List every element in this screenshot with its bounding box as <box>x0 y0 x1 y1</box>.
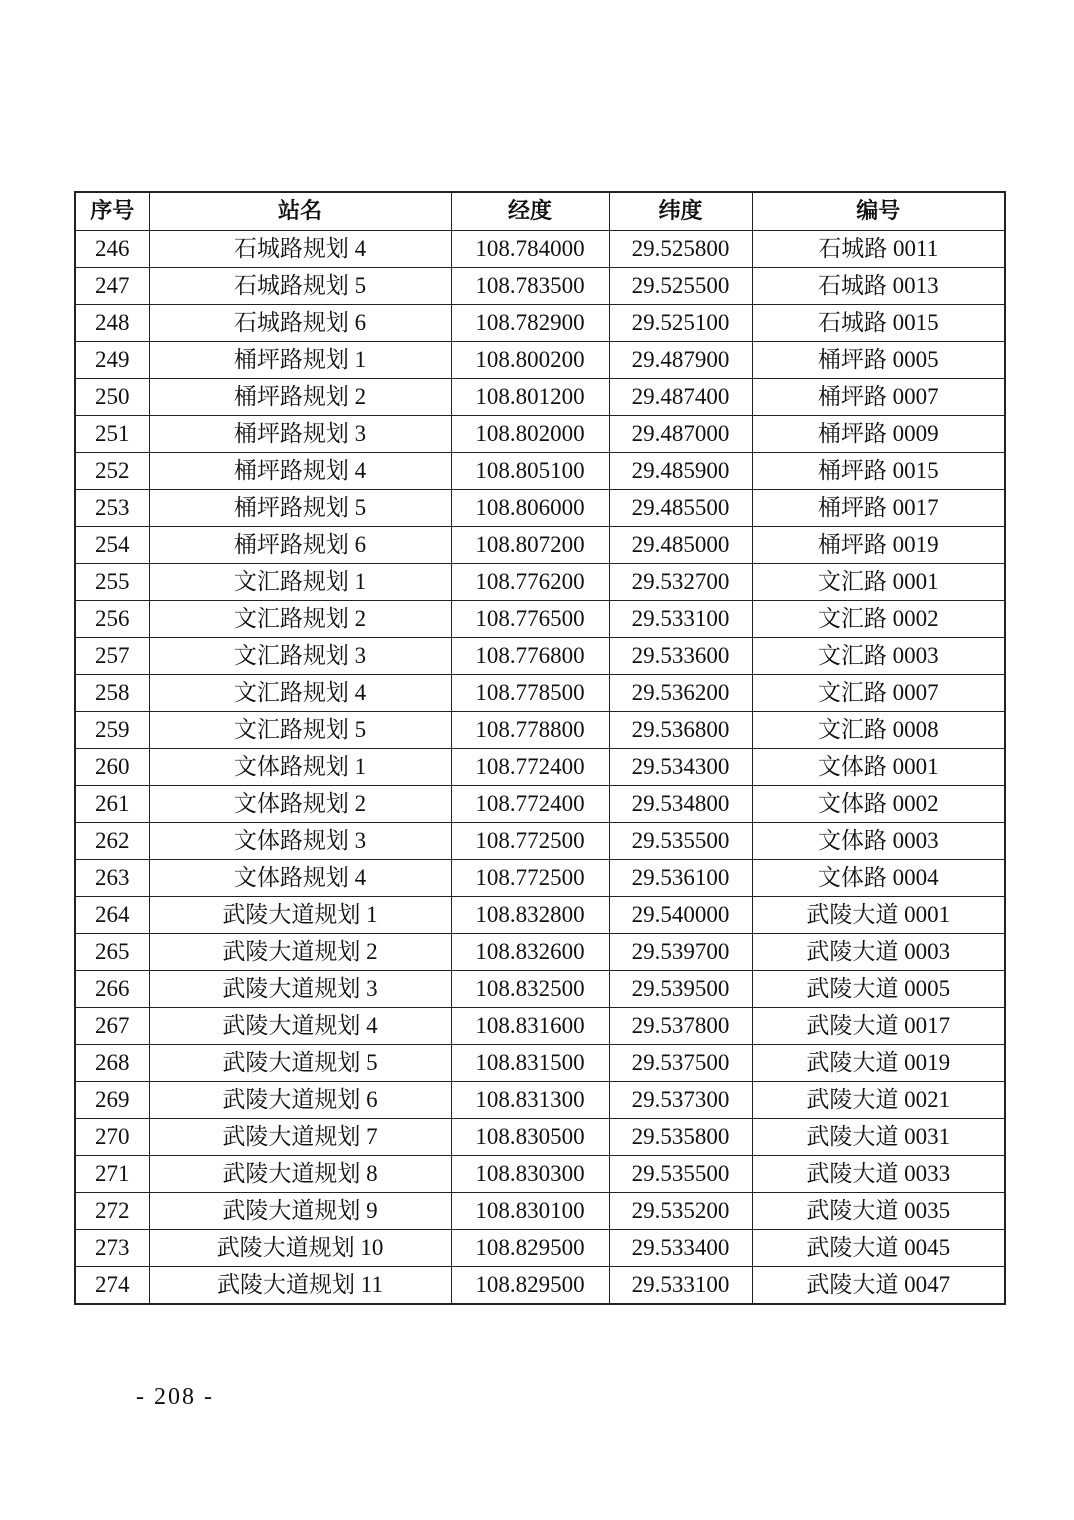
cell-name: 文汇路规划 2 <box>149 601 451 638</box>
table-row <box>75 1119 1005 1156</box>
cell-lon: 108.807200 <box>451 527 609 564</box>
cell-name: 桶坪路规划 6 <box>149 527 451 564</box>
cell-lon: 108.805100 <box>451 453 609 490</box>
cell-seq: 272 <box>75 1193 149 1230</box>
cell-seq: 249 <box>75 342 149 379</box>
cell-seq: 260 <box>75 749 149 786</box>
cell-lat: 29.533100 <box>609 601 752 638</box>
cell-seq: 252 <box>75 453 149 490</box>
cell-lon: 108.778800 <box>451 712 609 749</box>
cell-seq: 259 <box>75 712 149 749</box>
cell-lat: 29.536100 <box>609 860 752 897</box>
cell-seq: 250 <box>75 379 149 416</box>
cell-name: 武陵大道规划 3 <box>149 971 451 1008</box>
cell-seq: 266 <box>75 971 149 1008</box>
cell-seq: 251 <box>75 416 149 453</box>
cell-lat: 29.533600 <box>609 638 752 675</box>
cell-code: 武陵大道 0031 <box>752 1119 1005 1156</box>
cell-seq: 261 <box>75 786 149 823</box>
cell-name: 石城路规划 6 <box>149 305 451 342</box>
header-row <box>75 192 1005 231</box>
table-row <box>75 1156 1005 1193</box>
cell-seq: 264 <box>75 897 149 934</box>
table-row <box>75 527 1005 564</box>
cell-lat: 29.525800 <box>609 231 752 268</box>
cell-lon: 108.776200 <box>451 564 609 601</box>
cell-code: 武陵大道 0019 <box>752 1045 1005 1082</box>
cell-lat: 29.537800 <box>609 1008 752 1045</box>
cell-lon: 108.772500 <box>451 823 609 860</box>
cell-seq: 258 <box>75 675 149 712</box>
cell-lon: 108.772400 <box>451 749 609 786</box>
cell-seq: 263 <box>75 860 149 897</box>
table-row <box>75 971 1005 1008</box>
cell-code: 桶坪路 0017 <box>752 490 1005 527</box>
cell-lat: 29.537300 <box>609 1082 752 1119</box>
cell-lon: 108.830500 <box>451 1119 609 1156</box>
cell-code: 石城路 0013 <box>752 268 1005 305</box>
cell-seq: 253 <box>75 490 149 527</box>
table-row <box>75 453 1005 490</box>
cell-lat: 29.533400 <box>609 1230 752 1267</box>
cell-lat: 29.537500 <box>609 1045 752 1082</box>
cell-lon: 108.832800 <box>451 897 609 934</box>
table-row <box>75 379 1005 416</box>
cell-lon: 108.831600 <box>451 1008 609 1045</box>
cell-lat: 29.532700 <box>609 564 752 601</box>
table-row <box>75 601 1005 638</box>
cell-seq: 274 <box>75 1267 149 1305</box>
table-row <box>75 416 1005 453</box>
cell-code: 文汇路 0007 <box>752 675 1005 712</box>
table-row <box>75 1193 1005 1230</box>
header-lat: 纬度 <box>609 192 752 231</box>
table-row <box>75 231 1005 268</box>
cell-lat: 29.536800 <box>609 712 752 749</box>
cell-lat: 29.485000 <box>609 527 752 564</box>
cell-lat: 29.533100 <box>609 1267 752 1305</box>
cell-name: 武陵大道规划 10 <box>149 1230 451 1267</box>
cell-name: 文体路规划 1 <box>149 749 451 786</box>
table-row <box>75 749 1005 786</box>
cell-code: 武陵大道 0035 <box>752 1193 1005 1230</box>
table-row <box>75 934 1005 971</box>
cell-code: 武陵大道 0017 <box>752 1008 1005 1045</box>
cell-lon: 108.778500 <box>451 675 609 712</box>
table-row <box>75 638 1005 675</box>
cell-code: 文汇路 0003 <box>752 638 1005 675</box>
cell-code: 文汇路 0002 <box>752 601 1005 638</box>
header-lon: 经度 <box>451 192 609 231</box>
cell-name: 武陵大道规划 2 <box>149 934 451 971</box>
cell-lat: 29.487000 <box>609 416 752 453</box>
cell-code: 石城路 0011 <box>752 231 1005 268</box>
cell-code: 武陵大道 0001 <box>752 897 1005 934</box>
table-row <box>75 1082 1005 1119</box>
cell-name: 武陵大道规划 1 <box>149 897 451 934</box>
cell-code: 文体路 0002 <box>752 786 1005 823</box>
cell-name: 武陵大道规划 8 <box>149 1156 451 1193</box>
table-row <box>75 675 1005 712</box>
table-row <box>75 564 1005 601</box>
cell-name: 武陵大道规划 9 <box>149 1193 451 1230</box>
cell-lon: 108.801200 <box>451 379 609 416</box>
cell-code: 桶坪路 0005 <box>752 342 1005 379</box>
cell-name: 武陵大道规划 5 <box>149 1045 451 1082</box>
cell-lon: 108.829500 <box>451 1267 609 1305</box>
cell-lon: 108.784000 <box>451 231 609 268</box>
cell-seq: 246 <box>75 231 149 268</box>
table-row <box>75 1008 1005 1045</box>
cell-name: 武陵大道规划 11 <box>149 1267 451 1305</box>
cell-lon: 108.830300 <box>451 1156 609 1193</box>
cell-name: 武陵大道规划 6 <box>149 1082 451 1119</box>
cell-lat: 29.485900 <box>609 453 752 490</box>
cell-lon: 108.776500 <box>451 601 609 638</box>
cell-code: 石城路 0015 <box>752 305 1005 342</box>
cell-seq: 254 <box>75 527 149 564</box>
cell-code: 武陵大道 0003 <box>752 934 1005 971</box>
cell-lon: 108.830100 <box>451 1193 609 1230</box>
cell-name: 武陵大道规划 4 <box>149 1008 451 1045</box>
cell-lon: 108.772500 <box>451 860 609 897</box>
cell-code: 文汇路 0008 <box>752 712 1005 749</box>
table-body <box>75 231 1005 1305</box>
table-row <box>75 823 1005 860</box>
cell-lon: 108.806000 <box>451 490 609 527</box>
cell-name: 文汇路规划 5 <box>149 712 451 749</box>
page-number: - 208 - <box>136 1384 214 1410</box>
cell-lat: 29.525100 <box>609 305 752 342</box>
cell-seq: 269 <box>75 1082 149 1119</box>
cell-seq: 262 <box>75 823 149 860</box>
cell-lat: 29.535800 <box>609 1119 752 1156</box>
header-seq: 序号 <box>75 192 149 231</box>
cell-lat: 29.525500 <box>609 268 752 305</box>
cell-seq: 265 <box>75 934 149 971</box>
cell-lat: 29.487900 <box>609 342 752 379</box>
cell-lat: 29.535500 <box>609 1156 752 1193</box>
cell-code: 文体路 0004 <box>752 860 1005 897</box>
table-row <box>75 897 1005 934</box>
cell-lat: 29.534800 <box>609 786 752 823</box>
table-header <box>75 192 1005 231</box>
table-row <box>75 305 1005 342</box>
cell-seq: 273 <box>75 1230 149 1267</box>
cell-code: 武陵大道 0005 <box>752 971 1005 1008</box>
cell-seq: 256 <box>75 601 149 638</box>
cell-lat: 29.536200 <box>609 675 752 712</box>
cell-lon: 108.776800 <box>451 638 609 675</box>
cell-lon: 108.831500 <box>451 1045 609 1082</box>
table-row <box>75 712 1005 749</box>
cell-lon: 108.802000 <box>451 416 609 453</box>
cell-lat: 29.540000 <box>609 897 752 934</box>
cell-seq: 268 <box>75 1045 149 1082</box>
cell-name: 桶坪路规划 1 <box>149 342 451 379</box>
cell-name: 文体路规划 3 <box>149 823 451 860</box>
table-row <box>75 860 1005 897</box>
cell-name: 武陵大道规划 7 <box>149 1119 451 1156</box>
cell-seq: 271 <box>75 1156 149 1193</box>
cell-name: 文汇路规划 4 <box>149 675 451 712</box>
cell-code: 文汇路 0001 <box>752 564 1005 601</box>
table-row <box>75 490 1005 527</box>
cell-code: 文体路 0003 <box>752 823 1005 860</box>
cell-lon: 108.831300 <box>451 1082 609 1119</box>
cell-code: 桶坪路 0007 <box>752 379 1005 416</box>
cell-lat: 29.485500 <box>609 490 752 527</box>
cell-lon: 108.783500 <box>451 268 609 305</box>
cell-seq: 255 <box>75 564 149 601</box>
table-row <box>75 1045 1005 1082</box>
cell-seq: 270 <box>75 1119 149 1156</box>
table-row <box>75 1267 1005 1305</box>
cell-name: 文汇路规划 1 <box>149 564 451 601</box>
cell-code: 武陵大道 0033 <box>752 1156 1005 1193</box>
cell-code: 武陵大道 0047 <box>752 1267 1005 1305</box>
cell-name: 石城路规划 5 <box>149 268 451 305</box>
station-table <box>74 191 1006 1305</box>
cell-code: 桶坪路 0019 <box>752 527 1005 564</box>
cell-seq: 267 <box>75 1008 149 1045</box>
table-row <box>75 1230 1005 1267</box>
cell-lon: 108.782900 <box>451 305 609 342</box>
table-row <box>75 342 1005 379</box>
cell-lat: 29.539700 <box>609 934 752 971</box>
cell-name: 文体路规划 4 <box>149 860 451 897</box>
cell-name: 石城路规划 4 <box>149 231 451 268</box>
cell-code: 武陵大道 0045 <box>752 1230 1005 1267</box>
cell-lat: 29.539500 <box>609 971 752 1008</box>
cell-lon: 108.829500 <box>451 1230 609 1267</box>
cell-name: 桶坪路规划 3 <box>149 416 451 453</box>
header-name: 站名 <box>149 192 451 231</box>
cell-lon: 108.832600 <box>451 934 609 971</box>
cell-lat: 29.487400 <box>609 379 752 416</box>
cell-code: 文体路 0001 <box>752 749 1005 786</box>
cell-lat: 29.534300 <box>609 749 752 786</box>
cell-lat: 29.535500 <box>609 823 752 860</box>
cell-seq: 248 <box>75 305 149 342</box>
cell-code: 武陵大道 0021 <box>752 1082 1005 1119</box>
cell-seq: 257 <box>75 638 149 675</box>
cell-lon: 108.772400 <box>451 786 609 823</box>
cell-name: 文体路规划 2 <box>149 786 451 823</box>
cell-lat: 29.535200 <box>609 1193 752 1230</box>
cell-name: 桶坪路规划 2 <box>149 379 451 416</box>
cell-code: 桶坪路 0009 <box>752 416 1005 453</box>
cell-lon: 108.832500 <box>451 971 609 1008</box>
cell-name: 桶坪路规划 4 <box>149 453 451 490</box>
cell-code: 桶坪路 0015 <box>752 453 1005 490</box>
table-row <box>75 268 1005 305</box>
cell-name: 桶坪路规划 5 <box>149 490 451 527</box>
cell-lon: 108.800200 <box>451 342 609 379</box>
cell-seq: 247 <box>75 268 149 305</box>
header-code: 编号 <box>752 192 1005 231</box>
table-row <box>75 786 1005 823</box>
cell-name: 文汇路规划 3 <box>149 638 451 675</box>
